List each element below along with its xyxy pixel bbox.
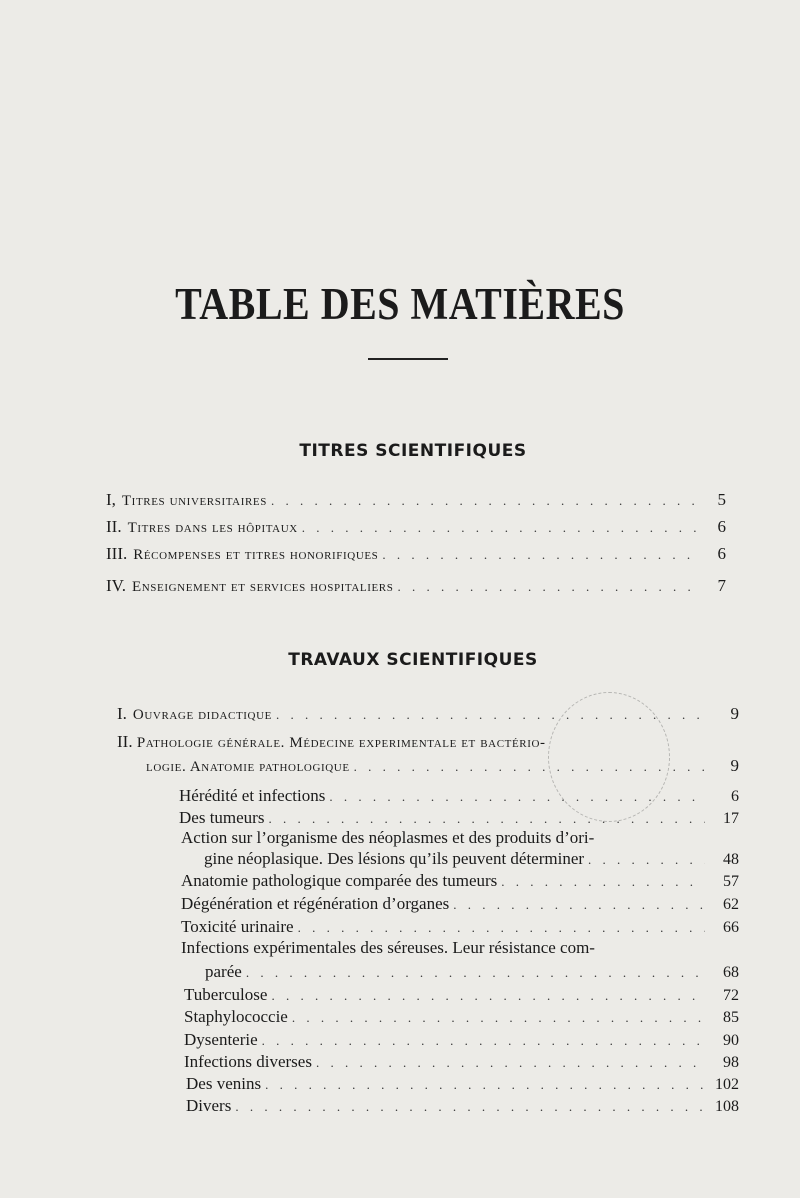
leader-dots bbox=[265, 1077, 705, 1093]
subentry-label: Anatomie pathologique comparée des tumeurs bbox=[181, 871, 498, 890]
toc-subentry-continuation bbox=[204, 849, 739, 869]
entry-number: I, bbox=[106, 490, 116, 509]
toc-subentry bbox=[186, 1074, 739, 1094]
leader-dots bbox=[588, 852, 705, 868]
subentry-page: 102 bbox=[715, 1076, 739, 1093]
leader-dots bbox=[298, 920, 705, 936]
leader-dots bbox=[302, 520, 698, 536]
leader-dots bbox=[453, 897, 705, 913]
subentry-label: Dysenterie bbox=[184, 1030, 258, 1049]
subentry-label: Dégénération et régénération d’organes bbox=[181, 894, 450, 913]
entry-page: 6 bbox=[717, 517, 726, 536]
subentry-page: 66 bbox=[723, 919, 739, 936]
toc-subentry-first-line: Infections expérimentales des séreuses. Leur résistance com- bbox=[181, 938, 595, 957]
entry-label: Ouvrage didactique bbox=[132, 707, 272, 723]
toc-subentry bbox=[184, 1007, 739, 1027]
entry-number: I. bbox=[117, 704, 127, 723]
entry-label: Titres dans les hôpitaux bbox=[127, 520, 298, 536]
entry-label-continuation: logie. Anatomie pathologique bbox=[146, 759, 350, 775]
toc-subentry bbox=[184, 985, 739, 1005]
entry-label: Titres universitaires bbox=[121, 493, 267, 509]
entry-number: II. bbox=[106, 517, 122, 536]
leader-dots bbox=[397, 579, 698, 595]
entry-page: 7 bbox=[717, 576, 726, 595]
toc-subentry-first-line: Action sur l’organisme des néoplasmes et des produits d’ori- bbox=[181, 828, 595, 847]
subentry-page: 98 bbox=[723, 1054, 739, 1071]
section-heading-titres: TITRES SCIENTIFIQUES bbox=[299, 441, 527, 461]
subentry-page: 48 bbox=[723, 851, 739, 868]
subentry-page: 72 bbox=[723, 987, 739, 1004]
entry-page: 6 bbox=[717, 544, 726, 563]
subentry-label: Des tumeurs bbox=[179, 808, 265, 827]
toc-entry bbox=[106, 490, 726, 510]
toc-subentry-continuation bbox=[205, 962, 739, 982]
toc-subentry bbox=[184, 1052, 739, 1072]
title-rule bbox=[368, 358, 448, 360]
library-stamp bbox=[548, 692, 670, 822]
entry-label: Enseignement et services hospitaliers bbox=[132, 579, 394, 595]
toc-subentry bbox=[184, 1030, 739, 1050]
subentry-label: Tuberculose bbox=[184, 985, 268, 1004]
page-title: TABLE DES MATIÈRES bbox=[175, 277, 625, 330]
toc-entry bbox=[106, 576, 726, 596]
entry-page: 9 bbox=[730, 756, 739, 775]
entry-page: 5 bbox=[717, 490, 726, 509]
entry-number: II. bbox=[117, 732, 133, 751]
subentry-page: 108 bbox=[715, 1098, 739, 1115]
entry-label: Pathologie générale. Médecine experimentale et bactério- bbox=[136, 735, 546, 751]
toc-subentry bbox=[181, 871, 739, 891]
subentry-label: Divers bbox=[186, 1096, 232, 1115]
subentry-label-continuation: parée bbox=[205, 962, 242, 981]
subentry-page: 62 bbox=[723, 896, 739, 913]
subentry-page: 17 bbox=[723, 810, 739, 827]
toc-subentry bbox=[181, 917, 739, 937]
leader-dots bbox=[271, 493, 698, 509]
entry-number: IV. bbox=[106, 576, 126, 595]
toc-subentry bbox=[186, 1096, 739, 1116]
leader-dots bbox=[268, 811, 705, 827]
leader-dots bbox=[246, 965, 705, 981]
toc-entry-first-line bbox=[117, 732, 546, 752]
leader-dots bbox=[271, 988, 705, 1004]
entry-page: 9 bbox=[730, 704, 739, 723]
subentry-page: 57 bbox=[723, 873, 739, 890]
leader-dots bbox=[262, 1033, 705, 1049]
subentry-label: Hérédité et infections bbox=[179, 786, 326, 805]
toc-subentry bbox=[179, 808, 739, 828]
leader-dots bbox=[316, 1055, 705, 1071]
section-heading-travaux: TRAVAUX SCIENTIFIQUES bbox=[288, 650, 538, 670]
subentry-page: 68 bbox=[723, 964, 739, 981]
toc-subentry bbox=[181, 894, 739, 914]
entry-label: Récompenses et titres honorifiques bbox=[133, 547, 379, 563]
leader-dots bbox=[292, 1010, 705, 1026]
leader-dots bbox=[235, 1099, 705, 1115]
subentry-page: 90 bbox=[723, 1032, 739, 1049]
toc-entry bbox=[106, 517, 726, 537]
leader-dots bbox=[501, 874, 705, 890]
subentry-label-continuation: gine néoplasique. Des lésions qu’ils peuvent déterminer bbox=[204, 849, 585, 868]
leader-dots bbox=[382, 547, 698, 563]
subentry-page: 85 bbox=[723, 1009, 739, 1026]
subentry-label: Infections diverses bbox=[184, 1052, 312, 1071]
subentry-page: 6 bbox=[731, 788, 739, 805]
subentry-label: Toxicité urinaire bbox=[181, 917, 294, 936]
entry-number: III. bbox=[106, 544, 128, 563]
toc-entry bbox=[106, 544, 726, 564]
subentry-label: Staphylococcie bbox=[184, 1007, 288, 1026]
subentry-label: Des venins bbox=[186, 1074, 262, 1093]
